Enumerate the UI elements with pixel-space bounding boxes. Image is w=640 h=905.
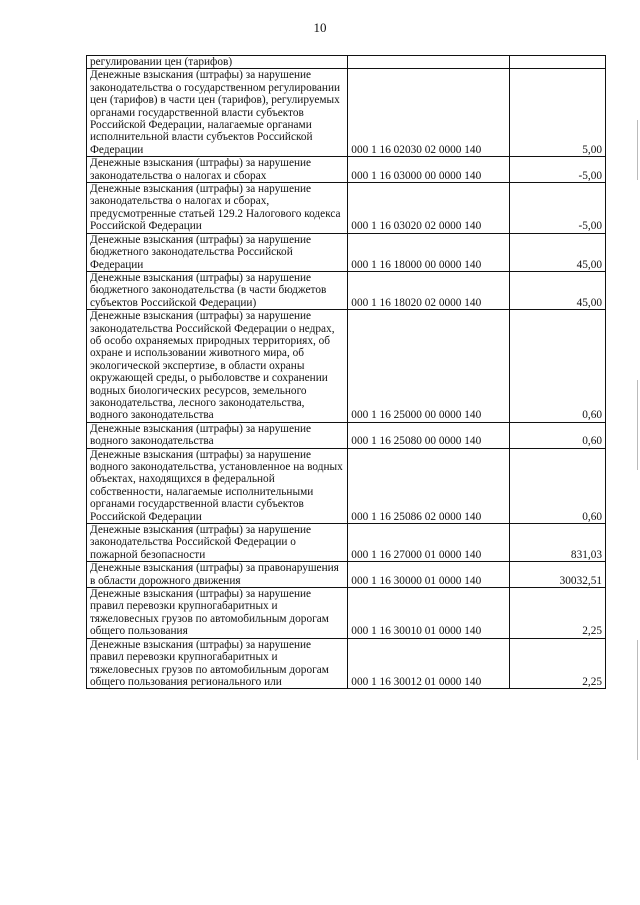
row-amount: 0,60 <box>510 448 606 523</box>
row-code: 000 1 16 25000 00 0000 140 <box>348 310 510 423</box>
row-description: Денежные взыскания (штрафы) за нарушение законодательства Российской Федерации о пожарной безопасности <box>87 524 348 562</box>
row-description: Денежные взыскания (штрафы) за нарушение правил перевозки крупногабаритных и тяжеловесных грузов по автомобильным дорогам общего пользования регионального или <box>87 638 348 689</box>
scan-edge-mark <box>637 640 638 760</box>
row-description: Денежные взыскания (штрафы) за нарушение водного законодательства <box>87 422 348 448</box>
revenue-table <box>86 55 606 689</box>
row-code: 000 1 16 30012 01 0000 140 <box>348 638 510 689</box>
row-amount: 45,00 <box>510 233 606 271</box>
row-description: Денежные взыскания (штрафы) за нарушение правил перевозки крупногабаритных и тяжеловесных грузов по автомобильным дорогам общего пользования <box>87 588 348 639</box>
row-amount: -5,00 <box>510 157 606 183</box>
scan-edge-mark <box>637 120 638 180</box>
row-code: 000 1 16 25080 00 0000 140 <box>348 422 510 448</box>
row-code: 000 1 16 30010 01 0000 140 <box>348 588 510 639</box>
row-description: Денежные взыскания (штрафы) за нарушение бюджетного законодательства (в части бюджетов субъектов Российской Федерации) <box>87 271 348 309</box>
table-row <box>87 310 606 423</box>
table-row <box>87 638 606 689</box>
row-description: регулировании цен (тарифов) <box>87 56 348 69</box>
row-description: Денежные взыскания (штрафы) за нарушение законодательства о налогах и сборах <box>87 157 348 183</box>
page-number: 10 <box>313 20 327 35</box>
scan-edge-mark <box>637 380 638 470</box>
row-description: Денежные взыскания (штрафы) за нарушение законодательства о налогах и сборах, предусмотренные статьей 129.2 Налогового кодекса Российской Федерации <box>87 183 348 234</box>
table-row <box>87 422 606 448</box>
row-code <box>348 56 510 69</box>
row-amount: -5,00 <box>510 183 606 234</box>
table-row <box>87 183 606 234</box>
row-code: 000 1 16 03000 00 0000 140 <box>348 157 510 183</box>
row-amount <box>510 56 606 69</box>
table-row <box>87 524 606 562</box>
row-code: 000 1 16 02030 02 0000 140 <box>348 69 510 157</box>
row-code: 000 1 16 25086 02 0000 140 <box>348 448 510 523</box>
row-amount: 831,03 <box>510 524 606 562</box>
table-row <box>87 562 606 588</box>
table-row <box>87 448 606 523</box>
row-amount: 2,25 <box>510 638 606 689</box>
row-description: Денежные взыскания (штрафы) за нарушение законодательства о государственном регулировании цен (тарифов) в части цен (тарифов), регулируемых органами государственной власти субъектов Российской Федерации, налагаемые органами исполнительной власти субъектов Российской Федерации <box>87 69 348 157</box>
table-row <box>87 56 606 69</box>
row-amount: 30032,51 <box>510 562 606 588</box>
row-amount: 0,60 <box>510 422 606 448</box>
row-description: Денежные взыскания (штрафы) за нарушение законодательства Российской Федерации о недрах, об особо охраняемых природных территориях, об охране и использовании животного мира, об экологической экспертизе, в области охраны окружающей среды, о рыболовстве и сохранении водных биологических ресурсов, земельного законодательства, лесного законодательства, водного законодательства <box>87 310 348 423</box>
row-code: 000 1 16 30000 01 0000 140 <box>348 562 510 588</box>
table-row <box>87 271 606 309</box>
row-amount: 2,25 <box>510 588 606 639</box>
table-body <box>87 56 606 689</box>
row-code: 000 1 16 27000 01 0000 140 <box>348 524 510 562</box>
row-amount: 45,00 <box>510 271 606 309</box>
row-code: 000 1 16 18000 00 0000 140 <box>348 233 510 271</box>
table-row <box>87 588 606 639</box>
row-description: Денежные взыскания (штрафы) за правонарушения в области дорожного движения <box>87 562 348 588</box>
row-code: 000 1 16 03020 02 0000 140 <box>348 183 510 234</box>
table-row <box>87 69 606 157</box>
row-description: Денежные взыскания (штрафы) за нарушение водного законодательства, установленное на водных объектах, находящихся в федеральной собственности, налагаемые исполнительными органами государственной власти субъектов Российской Федерации <box>87 448 348 523</box>
table-row <box>87 157 606 183</box>
row-description: Денежные взыскания (штрафы) за нарушение бюджетного законодательства Российской Федерации <box>87 233 348 271</box>
table-row <box>87 233 606 271</box>
row-code: 000 1 16 18020 02 0000 140 <box>348 271 510 309</box>
row-amount: 0,60 <box>510 310 606 423</box>
row-amount: 5,00 <box>510 69 606 157</box>
